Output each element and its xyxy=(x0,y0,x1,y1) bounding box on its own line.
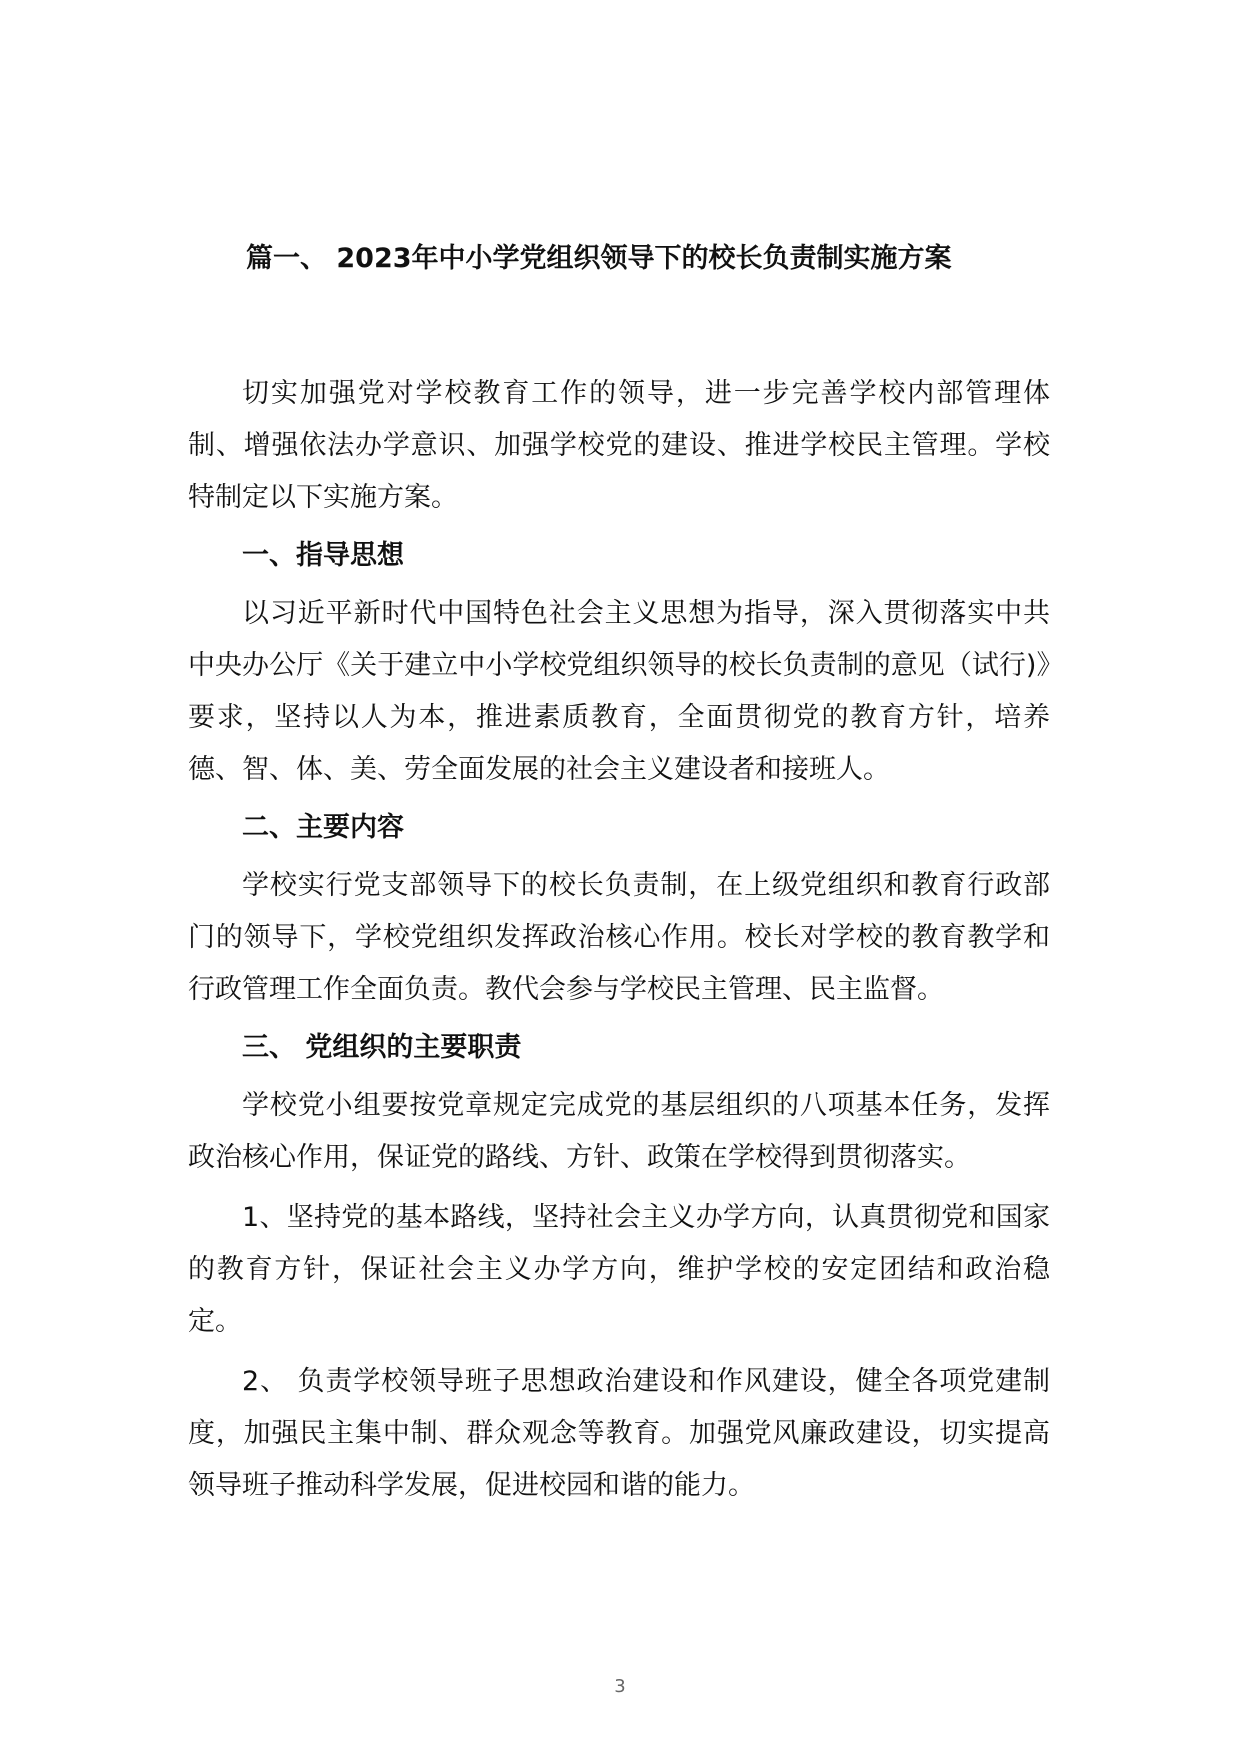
section-heading-main-content: 二、主要内容 xyxy=(242,812,404,843)
duty-item-2: 2、 负责学校领导班子思想政治建设和作风建设，健全各项党建制度，加强民主集中制、群众观念等教育。加强党风廉政建设，切实提高领导班子推动科学发展，促进校园和谐的能力。 xyxy=(188,1366,1050,1501)
document-body xyxy=(188,368,1050,1512)
main-content-paragraph: 学校实行党支部领导下的校长负责制，在上级党组织和教育行政部门的领导下，学校党组织发挥政治核心作用。校长对学校的教育教学和行政管理工作全面负责。教代会参与学校民主管理、民主监督。 xyxy=(188,870,1050,1005)
document-title: 篇一、 2023年中小学党组织领导下的校长负责制实施方案 xyxy=(246,243,952,274)
page-number: 3 xyxy=(614,1676,626,1697)
section-heading-guiding-ideology: 一、指导思想 xyxy=(242,540,404,571)
intro-paragraph: 切实加强党对学校教育工作的领导，进一步完善学校内部管理体制、增强依法办学意识、加强学校党的建设、推进学校民主管理。学校特制定以下实施方案。 xyxy=(188,378,1050,513)
party-duties-paragraph: 学校党小组要按党章规定完成党的基层组织的八项基本任务，发挥政治核心作用，保证党的路线、方针、政策在学校得到贯彻落实。 xyxy=(188,1090,1050,1173)
duty-item-1: 1、坚持党的基本路线，坚持社会主义办学方向，认真贯彻党和国家的教育方针，保证社会主义办学方向，维护学校的安定团结和政治稳定。 xyxy=(188,1202,1050,1337)
guiding-ideology-paragraph: 以习近平新时代中国特色社会主义思想为指导，深入贯彻落实中共中央办公厅《关于建立中小学校党组织领导的校长负责制的意见（试行)》要求，坚持以人为本，推进素质教育，全面贯彻党的教育方针，培养德、智、体、美、劳全面发展的社会主义建设者和接班人。 xyxy=(188,598,1050,785)
section-heading-party-duties: 三、 党组织的主要职责 xyxy=(242,1032,522,1063)
